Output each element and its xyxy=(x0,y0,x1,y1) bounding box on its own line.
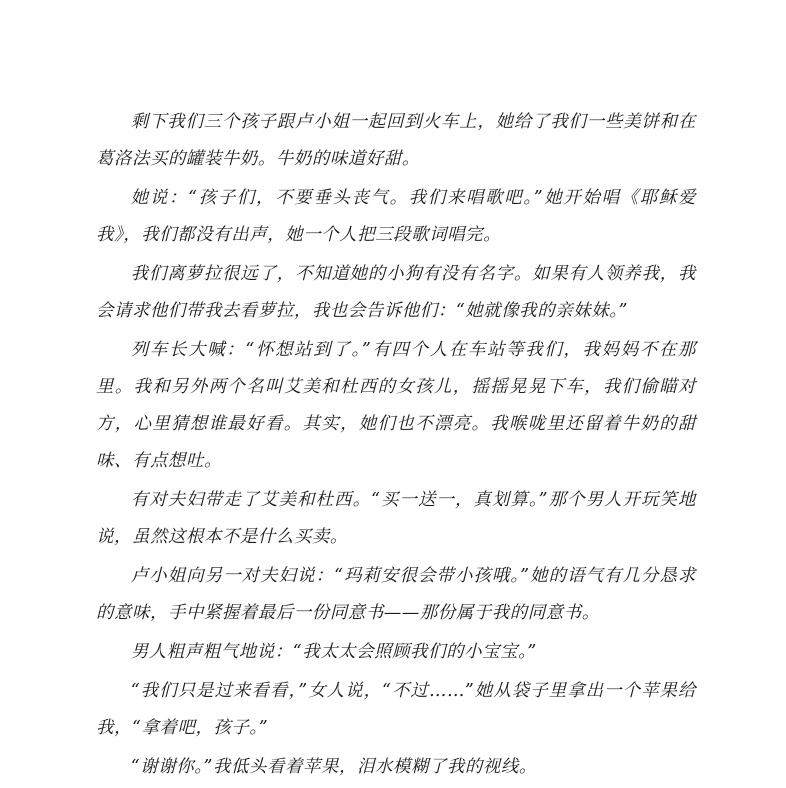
paragraph: 卢小姐向另一对夫妇说：“玛莉安很会带小孩哦。”她的语气有几分恳求的意味，手中紧握着最后一份同意书——那份属于我的同意书。 xyxy=(96,566,696,623)
paragraph: “我们只是过来看看，”女人说，“不过……”她从袋子里拿出一个苹果给我，“拿着吧，孩子。” xyxy=(96,681,696,738)
paragraph: 男人粗声粗气地说：“我太太会照顾我们的小宝宝。” xyxy=(130,642,537,662)
paragraph: 剩下我们三个孩子跟卢小姐一起回到火车上，她给了我们一些美饼和在葛洛法买的罐装牛奶。牛奶的味道好甜。 xyxy=(96,112,696,169)
paragraph: 我们离萝拉很远了，不知道她的小狗有没有名字。如果有人领养我，我会请求他们带我去看萝拉，我也会告诉他们：“她就像我的亲妹妹。” xyxy=(96,264,696,321)
paragraph: 有对夫妇带走了艾美和杜西。“买一送一，真划算。”那个男人开玩笑地说，虽然这根本不是什么买卖。 xyxy=(96,490,696,547)
body-text xyxy=(96,104,696,788)
paragraph: “谢谢你。”我低头看着苹果，泪水模糊了我的视线。 xyxy=(130,757,537,777)
paragraph: 列车长大喊：“怀想站到了。”有四个人在车站等我们，我妈妈不在那里。我和另外两个名叫艾美和杜西的女孩儿，摇摇晃晃下车，我们偷瞄对方，心里猜想谁最好看。其实，她们也不漂亮。我喉咙里还留着牛奶的甜味、有点想吐。 xyxy=(96,340,696,471)
paragraph: 她说：“孩子们，不要垂头丧气。我们来唱歌吧。”她开始唱《耶稣爱我》，我们都没有出声，她一个人把三段歌词唱完。 xyxy=(96,188,696,245)
